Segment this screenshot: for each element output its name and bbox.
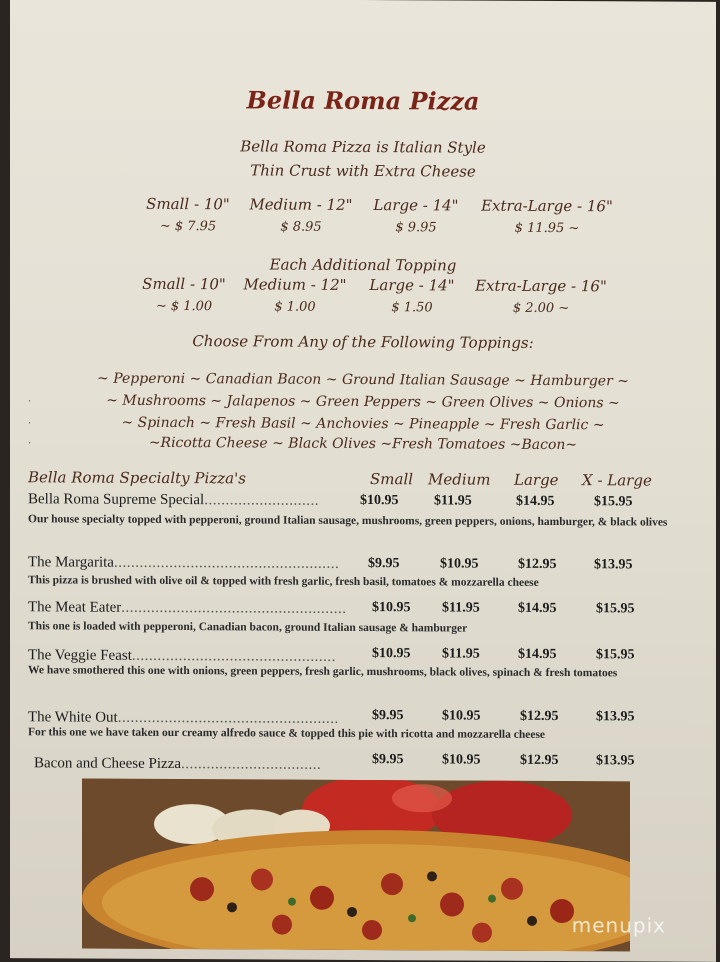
size-label: Large - 14" [369, 276, 455, 295]
column-small: Small [370, 470, 414, 489]
price-medium: $11.95 [442, 646, 480, 662]
column-medium: Medium [428, 470, 491, 489]
price-x-large: $13.95 [594, 557, 633, 573]
column-large: Large [514, 470, 559, 490]
price-medium: $11.95 [434, 493, 472, 509]
menupix-watermark: menupix [571, 913, 666, 938]
size-price: $ 8.95 [280, 219, 322, 235]
menu-item-name: The Meat Eater..................................................... [28, 599, 347, 617]
price-x-large: $15.95 [596, 647, 635, 663]
size-extra-large [472, 197, 622, 237]
price-small: $10.95 [360, 492, 399, 509]
price-x-large: $15.95 [596, 601, 635, 617]
topping-line-2: ~ Mushrooms ~ Jalapenos ~ Green Peppers ~ Green Olives ~ Onions ~ [106, 392, 620, 412]
size-label: Medium - 12" [243, 275, 347, 294]
menu-item-description: For this one we have taken our creamy alfredo sauce & topped this pie with ricotta and mozzarella cheese [28, 726, 546, 741]
price-medium: $10.95 [442, 708, 481, 724]
bullet-dot: · [28, 438, 32, 450]
price-small: $9.95 [372, 752, 404, 768]
price-medium: $10.95 [442, 752, 481, 768]
price-large: $12.95 [518, 556, 557, 573]
topping-line-3: ~ Spinach ~ Fresh Basil ~ Anchovies ~ Pineapple ~ Fresh Garlic ~ [121, 414, 605, 434]
size-label: Large - 14" [373, 196, 459, 215]
menu-item-name: The Margarita..................................................... [28, 554, 340, 572]
price-medium: $10.95 [440, 556, 479, 572]
price-large: $12.95 [520, 708, 559, 725]
bullet-dot: · [28, 396, 32, 408]
size-price: ~ $ 7.95 [159, 218, 217, 235]
menu-page [10, 0, 716, 962]
size-price: $ 1.00 [274, 299, 316, 315]
price-x-large: $15.95 [594, 494, 633, 510]
subtitle-line-1: Bella Roma Pizza is Italian Style [240, 137, 486, 157]
size-medium [246, 195, 356, 235]
menu-title: Bella Roma Pizza [246, 85, 480, 116]
menu-item-name: The Veggie Feast................................................ [28, 647, 336, 665]
price-small: $10.95 [372, 646, 411, 662]
topping-size-medium [240, 275, 350, 315]
size-price: $ 2.00 ~ [512, 300, 570, 317]
price-x-large: $13.95 [596, 709, 635, 725]
size-label: Medium - 12" [249, 195, 353, 214]
topping-size-extra-large [466, 277, 616, 317]
menu-item-description: This one is loaded with pepperoni, Canadian bacon, ground Italian sausage & hamburger [28, 620, 468, 635]
menu-item-description: This pizza is brushed with olive oil & topped with fresh garlic, fresh basil, tomatoes & mozzarella cheese [28, 574, 539, 589]
menu-item-description: We have smothered this one with onions, green peppers, fresh garlic, mushrooms, black olives, spinach & fresh tomatoes [28, 664, 618, 680]
topping-heading: Each Additional Topping [269, 255, 457, 275]
price-x-large: $13.95 [596, 753, 635, 769]
size-label: Small - 10" [146, 194, 230, 214]
size-label: Extra-Large - 16" [475, 276, 607, 296]
price-large: $12.95 [520, 752, 559, 769]
size-small [138, 195, 238, 235]
size-label: Extra-Large - 16" [481, 196, 613, 216]
price-small: $10.95 [372, 600, 411, 616]
bullet-dot: · [28, 418, 32, 430]
size-price: $ 11.95 ~ [514, 220, 580, 237]
size-price: $ 9.95 [395, 220, 437, 236]
pizza-illustration [82, 779, 630, 952]
pizza-photo [82, 779, 630, 952]
menu-item-name: The White Out.................................................... [28, 709, 339, 727]
specialty-heading: Bella Roma Specialty Pizza's [28, 468, 246, 488]
topping-line-1: ~ Pepperoni ~ Canadian Bacon ~ Ground Italian Sausage ~ Hamburger ~ [97, 370, 629, 390]
size-price: $ 1.50 [391, 300, 433, 316]
price-medium: $11.95 [442, 600, 480, 616]
menu-item-name: Bella Roma Supreme Special........................... [28, 491, 319, 509]
topping-size-small [134, 275, 234, 315]
price-large: $14.95 [516, 493, 555, 510]
column-x-large: X - Large [582, 471, 652, 490]
pizza-size-prices [10, 194, 716, 237]
size-price: ~ $ 1.00 [155, 298, 213, 315]
menu-item-name: Bacon and Cheese Pizza................................. [34, 755, 322, 773]
topping-line-4: ~Ricotta Cheese ~ Black Olives ~Fresh Tomatoes ~Bacon~ [148, 434, 578, 454]
menu-item-description: Our house specialty topped with pepperoni, ground Italian sausage, mushrooms, green peppers, onions, hamburger, & black olives [28, 513, 668, 529]
size-label: Small - 10" [142, 274, 226, 294]
topping-size-large [364, 276, 460, 316]
choose-toppings-heading: Choose From Any of the Following Toppings: [192, 332, 534, 352]
subtitle-line-2: Thin Crust with Extra Cheese [250, 161, 476, 181]
price-large: $14.95 [518, 646, 557, 663]
size-large [368, 196, 464, 236]
price-small: $9.95 [368, 556, 400, 572]
price-small: $9.95 [372, 708, 404, 724]
price-large: $14.95 [518, 600, 557, 617]
